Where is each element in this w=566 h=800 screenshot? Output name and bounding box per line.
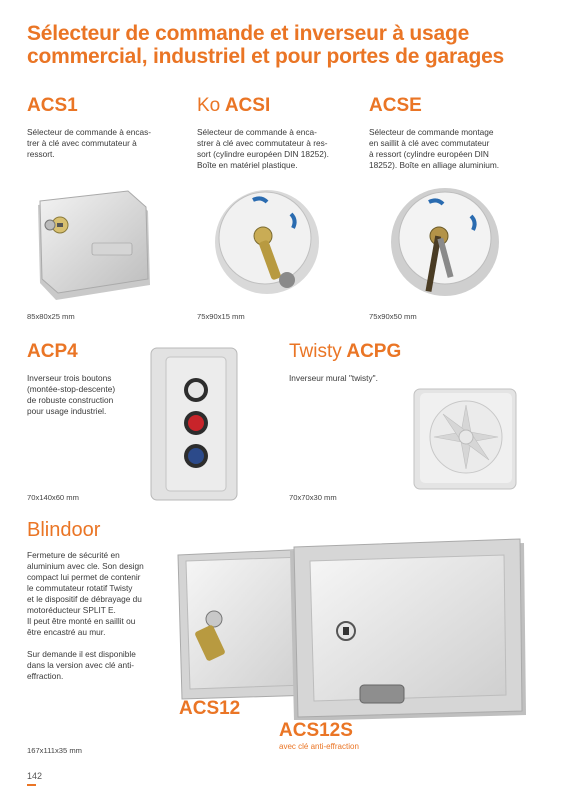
acpg-image <box>410 383 522 495</box>
acse-desc-line: en saillit à clé avec commutateur <box>369 138 490 148</box>
acsi-desc-line: strer à clé avec commutateur à res- <box>197 138 328 148</box>
blindoor-description <box>27 550 177 682</box>
acpg-title-prefix: Twisty <box>289 341 342 362</box>
acsi-desc-line: Boîte en matériel plastique. <box>197 160 298 170</box>
acp4-description <box>27 373 142 417</box>
acs1-desc-line: Sélecteur de commande à encas- <box>27 127 152 137</box>
blindoor-desc-line: être encastré au mur. <box>27 627 106 637</box>
blindoor-desc-line: compact lui permet de contenir <box>27 572 141 582</box>
acse-dimensions: 75x90x50 mm <box>369 312 417 321</box>
acp4-dimensions: 70x140x60 mm <box>27 493 79 502</box>
acp4-title: ACP4 <box>27 341 78 362</box>
acs1-dimensions: 85x80x25 mm <box>27 312 75 321</box>
acp4-image <box>148 345 240 503</box>
blindoor-desc-line: aluminium avec cle. Son design <box>27 561 144 571</box>
blindoor-desc-line: dans la version avec clé anti- <box>27 660 134 670</box>
blindoor-desc-line: effraction. <box>27 671 64 681</box>
blindoor-desc-line: Il peut être monté en saillit ou <box>27 616 136 626</box>
acse-title: ACSE <box>369 95 422 116</box>
acp4-desc-line: Inverseur trois boutons <box>27 373 112 383</box>
acpg-title-name: ACPG <box>346 341 402 362</box>
blindoor-dimensions: 167x111x35 mm <box>27 746 83 755</box>
acs12s-note: avec clé anti-effraction <box>279 742 359 751</box>
acpg-dimensions: 70x70x30 mm <box>289 493 337 502</box>
blindoor-desc-line: Sur demande il est disponible <box>27 649 136 659</box>
acs1-description <box>27 127 165 160</box>
acsi-title <box>197 95 270 117</box>
page-number: 142 <box>27 771 43 781</box>
acs1-image <box>30 185 160 305</box>
page-title-line2: commercial, industriel et pour portes de garages <box>27 45 505 68</box>
acs12s-label: ACS12S <box>279 720 353 741</box>
blindoor-desc-line: et le dispositif de débrayage du <box>27 594 142 604</box>
blindoor-desc-line: Fermeture de sécurité en <box>27 550 120 560</box>
page-title-line1: Sélecteur de commande et inverseur à usage <box>27 22 470 45</box>
acsi-title-prefix: Ko <box>197 95 221 116</box>
acse-desc-line: 18252). Boîte en alliage aluminium. <box>369 160 500 170</box>
acsi-dimensions: 75x90x15 mm <box>197 312 245 321</box>
blindoor-desc-line: motoréducteur SPLIT E. <box>27 605 116 615</box>
acsi-desc-line: sort (cylindre européen DIN 18252). <box>197 149 329 159</box>
page-number-accent <box>27 784 36 786</box>
acse-image <box>385 180 510 305</box>
acse-description <box>369 127 510 171</box>
acsi-description <box>197 127 337 171</box>
acp4-desc-line: pour usage industriel. <box>27 406 107 416</box>
acp4-desc-line: (montée-stop-descente) <box>27 384 116 394</box>
acs1-desc-line: trer à clé avec commutateur à <box>27 138 137 148</box>
blindoor-desc-spacer <box>27 638 177 649</box>
acs12-label: ACS12 <box>179 698 241 719</box>
page-title <box>27 22 547 68</box>
blindoor-image <box>172 535 532 720</box>
acs1-title: ACS1 <box>27 95 78 116</box>
acsi-image <box>205 180 330 305</box>
acpg-title <box>289 341 401 363</box>
blindoor-desc-line: le commutateur rotatif Twisty <box>27 583 133 593</box>
acsi-desc-line: Sélecteur de commande à enca- <box>197 127 317 137</box>
acp4-desc-line: de robuste construction <box>27 395 114 405</box>
acse-desc-line: à ressort (cylindre européen DIN <box>369 149 489 159</box>
acsi-title-name: ACSI <box>224 95 271 116</box>
acpg-desc-line: Inverseur mural "twisty". <box>289 373 378 383</box>
acs1-desc-line: ressort. <box>27 149 55 159</box>
blindoor-title: Blindoor <box>27 519 101 541</box>
acse-desc-line: Sélecteur de commande montage <box>369 127 494 137</box>
